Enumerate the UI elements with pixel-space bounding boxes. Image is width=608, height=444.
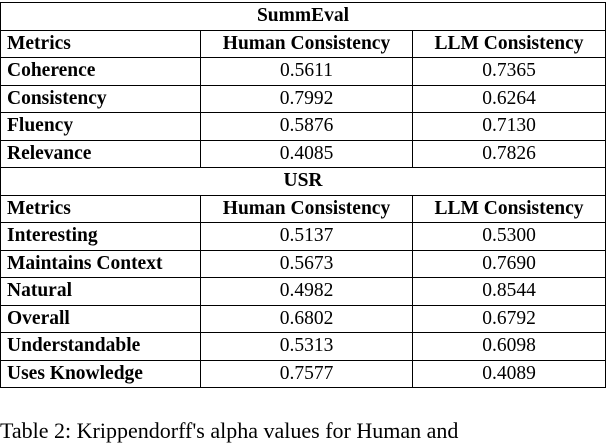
table-row [1, 305, 606, 333]
llm-consistency-cell: 0.6792 [413, 305, 606, 333]
llm-consistency-cell: 0.6098 [413, 333, 606, 361]
metric-cell: Maintains Context [1, 250, 201, 278]
human-consistency-cell: 0.6802 [201, 305, 413, 333]
metric-cell: Overall [1, 305, 201, 333]
llm-consistency-cell: 0.7826 [413, 140, 606, 168]
table-row [1, 360, 606, 388]
metrics-header: Metrics [1, 30, 201, 58]
metrics-header: Metrics [1, 195, 201, 223]
metric-cell: Fluency [1, 113, 201, 141]
human-consistency-header: Human Consistency [201, 30, 413, 58]
metric-cell: Interesting [1, 223, 201, 251]
table-body [1, 3, 606, 388]
human-consistency-cell: 0.5137 [201, 223, 413, 251]
table-row [1, 333, 606, 361]
metric-cell: Natural [1, 278, 201, 306]
metric-cell: Relevance [1, 140, 201, 168]
human-consistency-cell: 0.5876 [201, 113, 413, 141]
section-title-row [1, 168, 606, 196]
table-row [1, 85, 606, 113]
section-title: SummEval [1, 3, 606, 31]
table-row [1, 250, 606, 278]
llm-consistency-header: LLM Consistency [413, 30, 606, 58]
table-row [1, 140, 606, 168]
results-table [0, 2, 606, 388]
metric-cell: Consistency [1, 85, 201, 113]
llm-consistency-header: LLM Consistency [413, 195, 606, 223]
llm-consistency-cell: 0.7130 [413, 113, 606, 141]
table-row [1, 113, 606, 141]
table-row [1, 278, 606, 306]
header-row [1, 30, 606, 58]
table-caption: Table 2: Krippendorff's alpha values for Human and [0, 418, 459, 443]
llm-consistency-cell: 0.6264 [413, 85, 606, 113]
human-consistency-cell: 0.5313 [201, 333, 413, 361]
human-consistency-cell: 0.4085 [201, 140, 413, 168]
section-title: USR [1, 168, 606, 196]
header-row [1, 195, 606, 223]
table-row [1, 223, 606, 251]
human-consistency-cell: 0.4982 [201, 278, 413, 306]
llm-consistency-cell: 0.5300 [413, 223, 606, 251]
metric-cell: Coherence [1, 58, 201, 86]
llm-consistency-cell: 0.7365 [413, 58, 606, 86]
human-consistency-cell: 0.7577 [201, 360, 413, 388]
human-consistency-header: Human Consistency [201, 195, 413, 223]
human-consistency-cell: 0.5611 [201, 58, 413, 86]
llm-consistency-cell: 0.7690 [413, 250, 606, 278]
metric-cell: Uses Knowledge [1, 360, 201, 388]
section-title-row [1, 3, 606, 31]
human-consistency-cell: 0.7992 [201, 85, 413, 113]
human-consistency-cell: 0.5673 [201, 250, 413, 278]
metric-cell: Understandable [1, 333, 201, 361]
table-row [1, 58, 606, 86]
llm-consistency-cell: 0.4089 [413, 360, 606, 388]
llm-consistency-cell: 0.8544 [413, 278, 606, 306]
